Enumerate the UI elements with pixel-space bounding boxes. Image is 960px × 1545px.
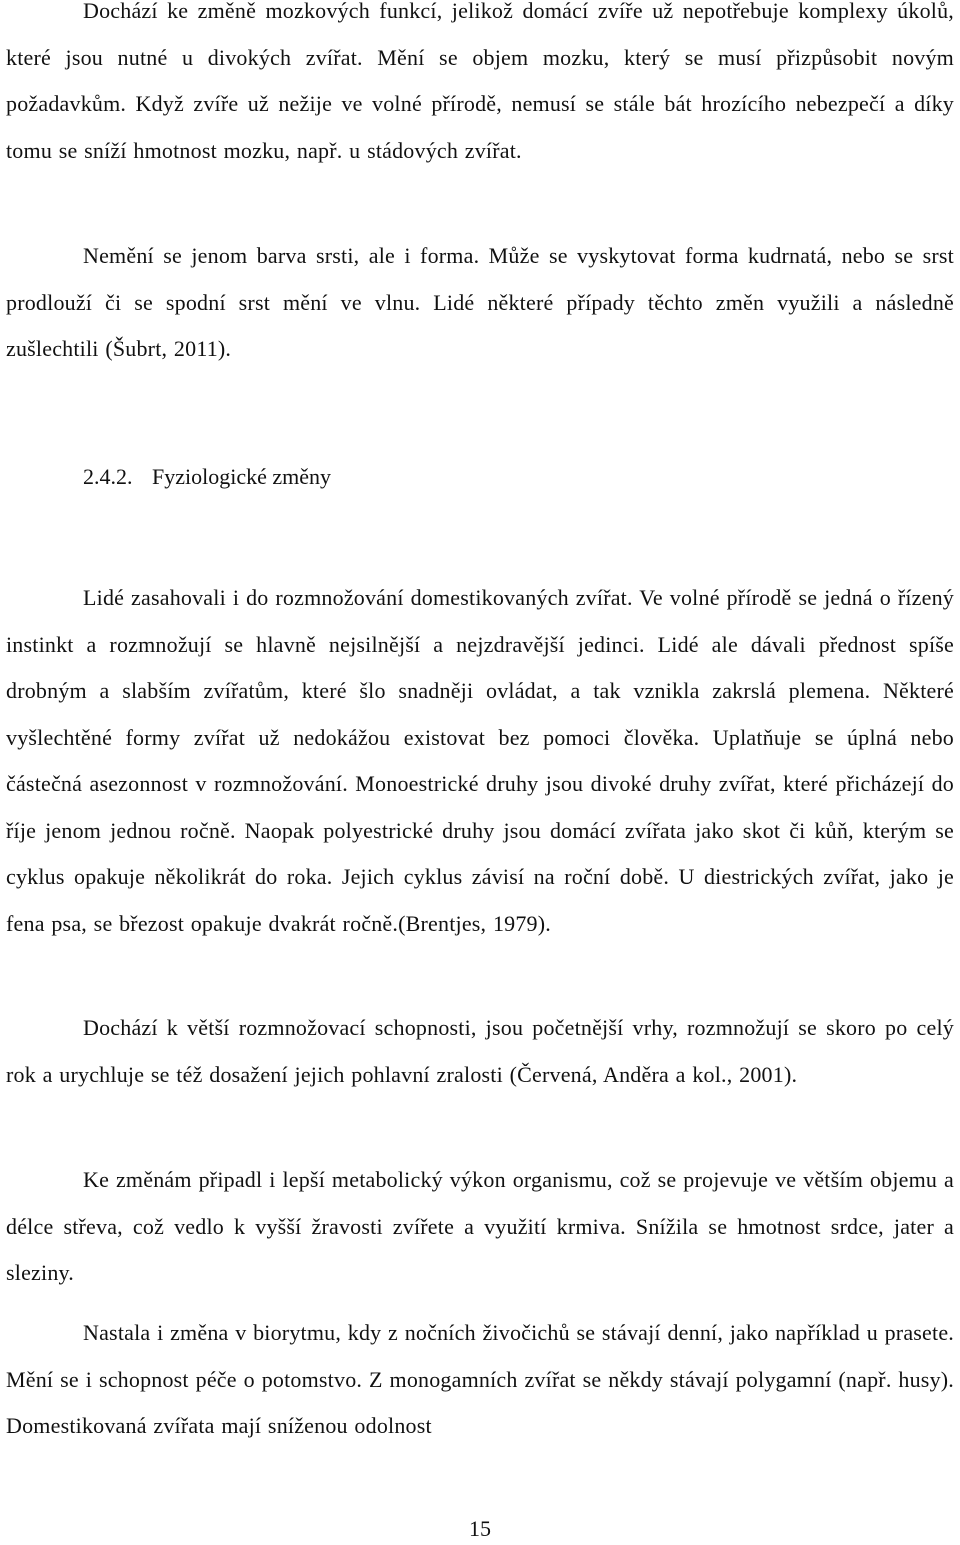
section-title: Fyziologické změny: [152, 464, 332, 489]
paragraph-reproductive-ability: Dochází k větší rozmnožovací schopnosti, jsou početnější vrhy, rozmnožují se skoro po celý rok a urychluje se též dosažení jejich pohlavní zralosti (Červená, Anděra a kol., 2001).: [6, 1015, 954, 1087]
section-heading: [83, 459, 331, 495]
paragraph-reproduction: Lidé zasahovali i do rozmnožování domestikovaných zvířat. Ve volné přírodě se jedná o řízený instinkt a rozmnožují se hlavně nejsilnější a nejzdravější jedinci. Lidé ale dávali přednost spíše drobným a slabším zvířatům, které šlo snadněji ovládat, a tak vznikla zakrslá plemena. Některé vyšlechtěné formy zvířat už nedokážou existovat bez pomoci člověka. Uplatňuje se úplná nebo částečná asezonnost v rozmnožování. Monoestrické druhy jsou divoké druhy zvířat, které přicházejí do říje jenom jednou ročně. Naopak polyestrické druhy jsou domácí zvířata jako skot či kůň, kterým se cyklus opakuje několikrát do roka. Jejich cyklus závisí na roční době. U diestrických zvířat, jako je fena psa, se březost opakuje dvakrát ročně.(Brentjes, 1979).: [6, 585, 954, 936]
paragraph-fur-changes: Nemění se jenom barva srsti, ale i forma. Může se vyskytovat forma kudrnatá, nebo se srst prodlouží či se spodní srst mění ve vlnu. Lidé některé případy těchto změn využili a následně zušlechtili (Šubrt, 2011).: [6, 243, 954, 361]
page-number: 15: [469, 1516, 491, 1541]
paragraph-brain-changes: Dochází ke změně mozkových funkcí, jelikož domácí zvíře už nepotřebuje komplexy úkolů, které jsou nutné u divokých zvířat. Mění se objem mozku, který se musí přizpůsobit novým požadavkům. Když zvíře už nežije ve volné přírodě, nemusí se stále bát hrozícího nebezpečí a díky tomu se sníží hmotnost mozku, např. u stádových zvířat.: [6, 0, 954, 163]
paragraph-biorhythm: Nastala i změna v biorytmu, kdy z nočních živočichů se stávají denní, jako například u prasete. Mění se i schopnost péče o potomstvo. Z monogamních zvířat se někdy stávají polygamní (např. husy). Domestikovaná zvířata mají sníženou odolnost: [6, 1320, 954, 1438]
paragraph-metabolism: Ke změnám připadl i lepší metabolický výkon organismu, což se projevuje ve větším objemu a délce střeva, což vedlo k vyšší žravosti zvířete a využití krmiva. Snížila se hmotnost srdce, jater a sleziny.: [6, 1167, 954, 1285]
section-number: 2.4.2.: [83, 464, 133, 489]
